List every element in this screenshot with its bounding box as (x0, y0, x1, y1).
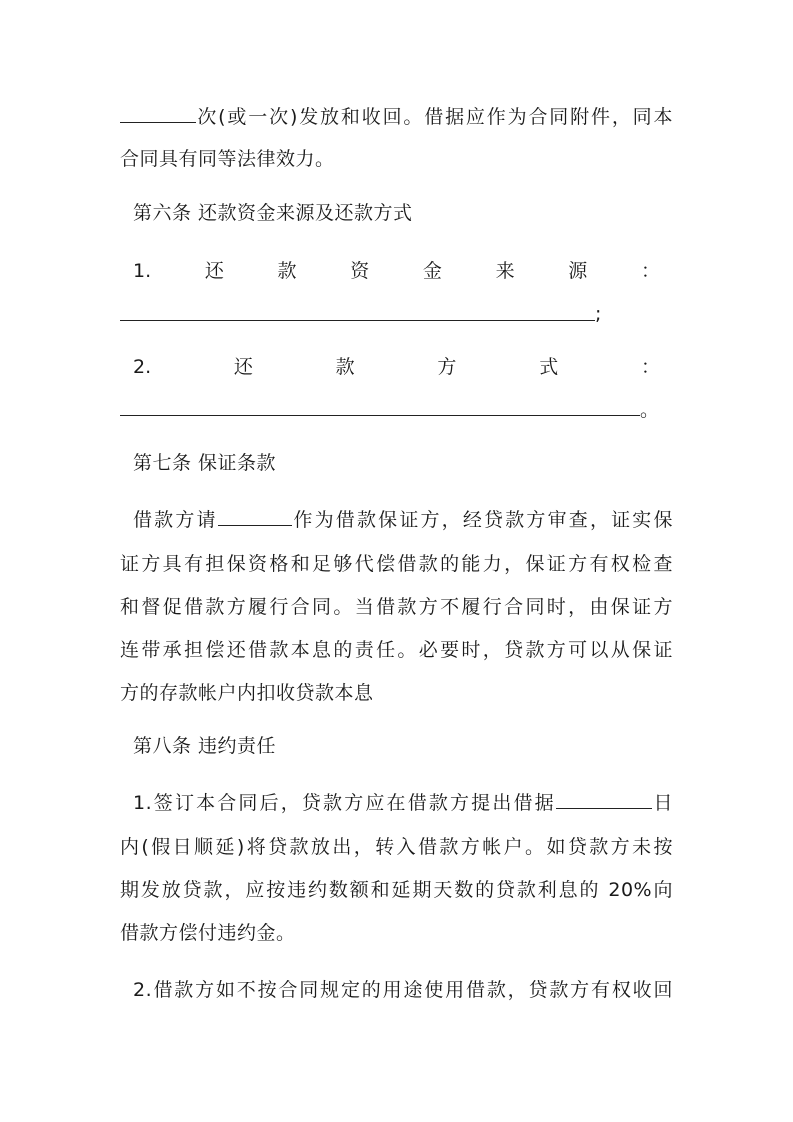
article7-heading: 第七条 保证条款 (133, 452, 277, 474)
item1-end: ; (595, 303, 602, 325)
guarantor-blank[interactable] (218, 507, 292, 526)
item2-end: 。 (640, 399, 660, 421)
article6-item2 (133, 354, 660, 380)
article8-item1-line1: 1.签订本合同后，贷款方应在借款方提出借据 日 (133, 792, 673, 814)
item1-part: 资 (350, 260, 370, 282)
blank-field[interactable] (120, 104, 196, 123)
repayment-source-blank[interactable] (120, 320, 595, 321)
article7-line1: 借款方请 作为借款保证方，经贷款方审查，证实保 (133, 509, 673, 531)
article6-heading: 第六条 还款资金来源及还款方式 (133, 202, 413, 224)
article8-heading: 第八条 违约责任 (133, 735, 277, 757)
article7-line4: 连带承担偿还借款本息的责任。必要时，贷款方可以从保证 (120, 639, 673, 661)
para1-line1: 次(或一次)发放和收回。借据应作为合同附件，同本 (120, 104, 673, 130)
item1-part: ： (640, 260, 660, 282)
item1-part: 1. (133, 260, 152, 282)
item2-part: 2. (133, 356, 152, 378)
article8-item2-line1: 2.借款方如不按合同规定的用途使用借款，贷款方有权收回 (133, 979, 673, 1001)
item2-part: 式 (539, 356, 559, 378)
item2-part: 方 (437, 356, 457, 378)
article7-line5: 方的存款帐户内扣收贷款本息 (120, 682, 374, 704)
article8-item1-line3: 期发放贷款，应按违约数额和延期天数的贷款利息的 20%向 (120, 879, 673, 901)
item1-part: 款 (277, 260, 297, 282)
item1-part: 还 (204, 260, 224, 282)
article7-line3: 和督促借款方履行合同。当借款方不履行合同时，由保证方 (120, 596, 673, 618)
days-blank[interactable] (556, 790, 652, 809)
item1-part: 源 (568, 260, 588, 282)
para1-line2: 合同具有同等法律效力。 (120, 148, 335, 170)
item2-part: 款 (335, 356, 355, 378)
article8-item1-line2: 内(假日顺延)将贷款放出，转入借款方帐户。如贷款方未按 (120, 836, 673, 858)
item2-part: 还 (233, 356, 253, 378)
repayment-method-blank[interactable] (120, 415, 640, 416)
article7-line2: 证方具有担保资格和足够代偿借款的能力，保证方有权检查 (120, 553, 673, 575)
article6-item1 (133, 258, 660, 284)
article8-item1-line4: 借款方偿付违约金。 (120, 922, 296, 944)
item2-part: ： (640, 356, 660, 378)
item1-part: 来 (495, 260, 515, 282)
item1-part: 金 (422, 260, 442, 282)
